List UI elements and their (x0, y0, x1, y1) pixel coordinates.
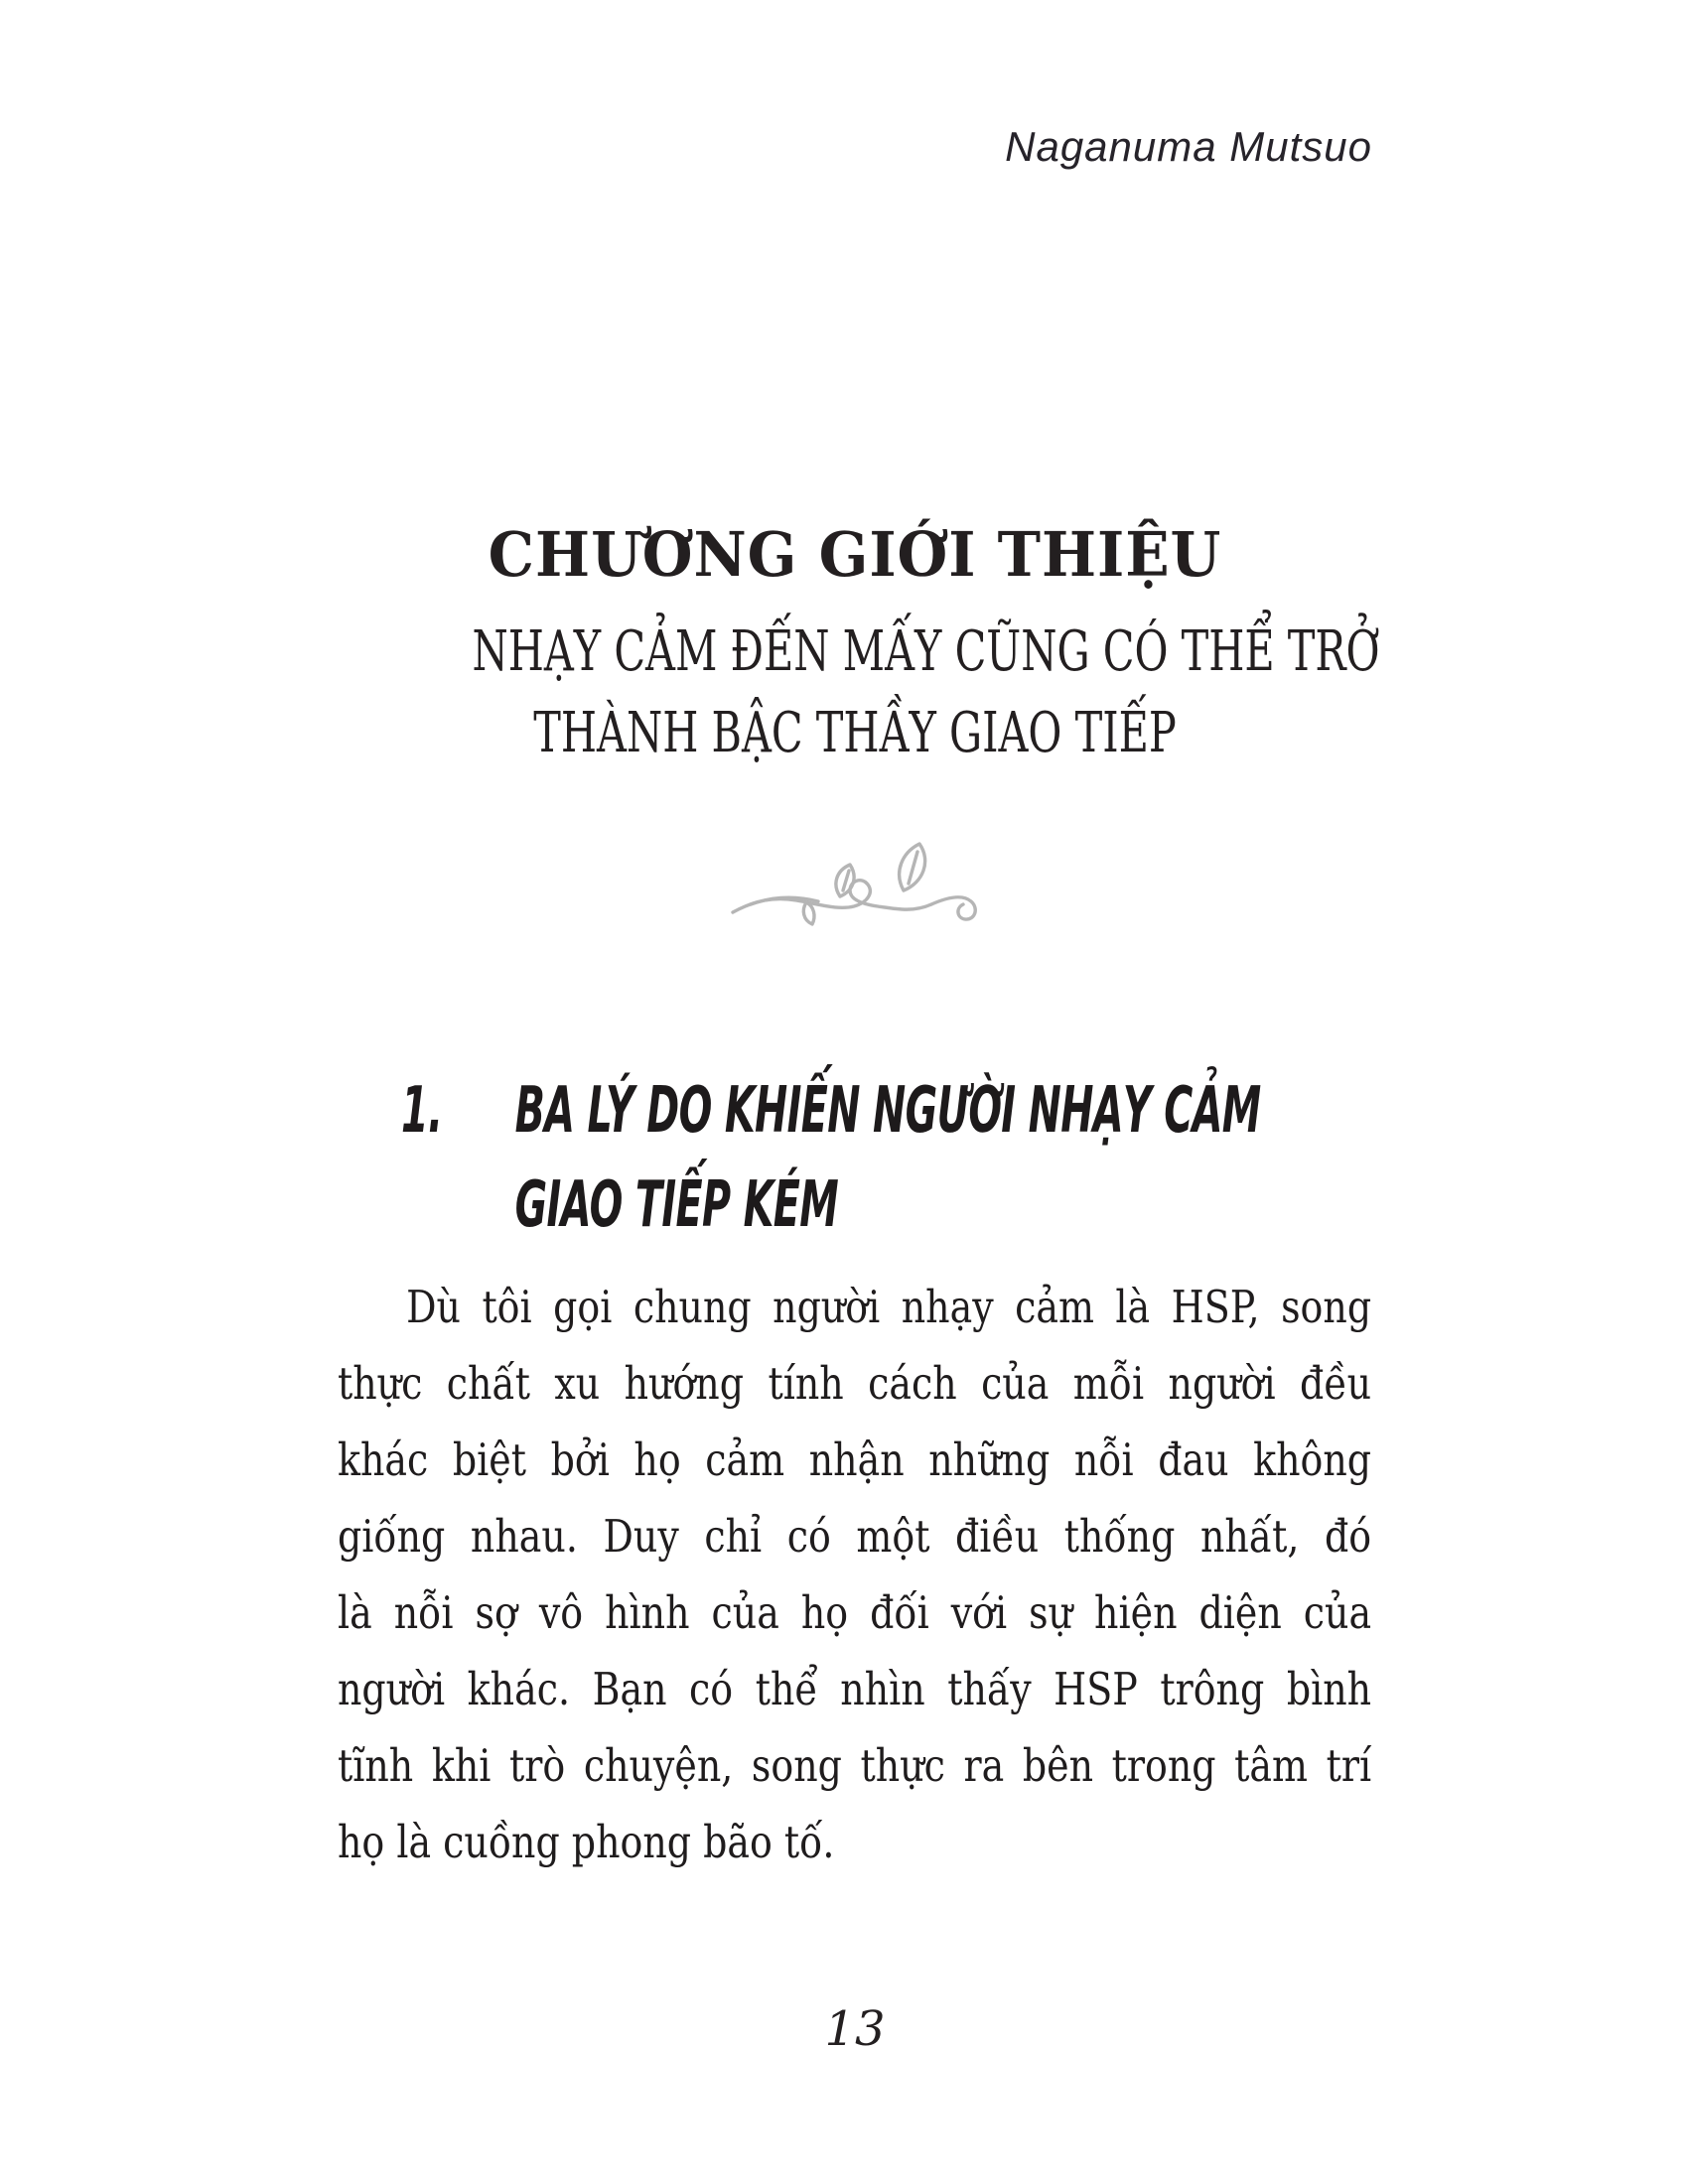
section-heading (401, 1064, 1261, 1253)
paragraph-line: tĩnh khi trò chuyện, song thực ra bên trong tâm trí (338, 1739, 1372, 1792)
paragraph-line: giống nhau. Duy chỉ có một điều thống nhất, đó (338, 1510, 1372, 1563)
paragraph-line: Dù tôi gọi chung người nhạy cảm là HSP, song (406, 1281, 1372, 1333)
paragraph-line: là nỗi sợ vô hình của họ đối với sự hiện diện của (338, 1586, 1372, 1639)
paragraph-line: thực chất xu hướng tính cách của mỗi người đều (338, 1357, 1372, 1410)
page-number: 13 (824, 2001, 886, 2057)
chapter-subtitle-line-1: NHẠY CẢM ĐẾN MẤY CŨNG CÓ THỂ TRỞ (472, 619, 1380, 684)
paragraph-line: họ là cuồng phong bão tố. (338, 1816, 835, 1868)
flourish-divider (338, 839, 1372, 942)
section-heading-text (515, 1064, 1261, 1253)
chapter-title: CHƯƠNG GIỚI THIỆU (488, 518, 1222, 591)
intro-paragraph (338, 1269, 1371, 1880)
paragraph-line: người khác. Bạn có thể nhìn thấy HSP trông bình (338, 1663, 1372, 1715)
section-heading-line-1: BA LÝ DO KHIẾN NGƯỜI NHẠY CẢM (514, 1074, 1261, 1148)
floral-flourish-icon (729, 839, 982, 938)
section-heading-line-2: GIAO TIẾP KÉM (514, 1168, 839, 1242)
running-header-author: Naganuma Mutsuo (1005, 123, 1372, 170)
chapter-subtitle (472, 612, 1380, 774)
section-number: 1. (401, 1074, 443, 1148)
chapter-subtitle-line-2: THÀNH BẬC THẦY GIAO TIẾP (533, 701, 1177, 765)
paragraph-line: khác biệt bởi họ cảm nhận những nỗi đau không (338, 1433, 1372, 1486)
